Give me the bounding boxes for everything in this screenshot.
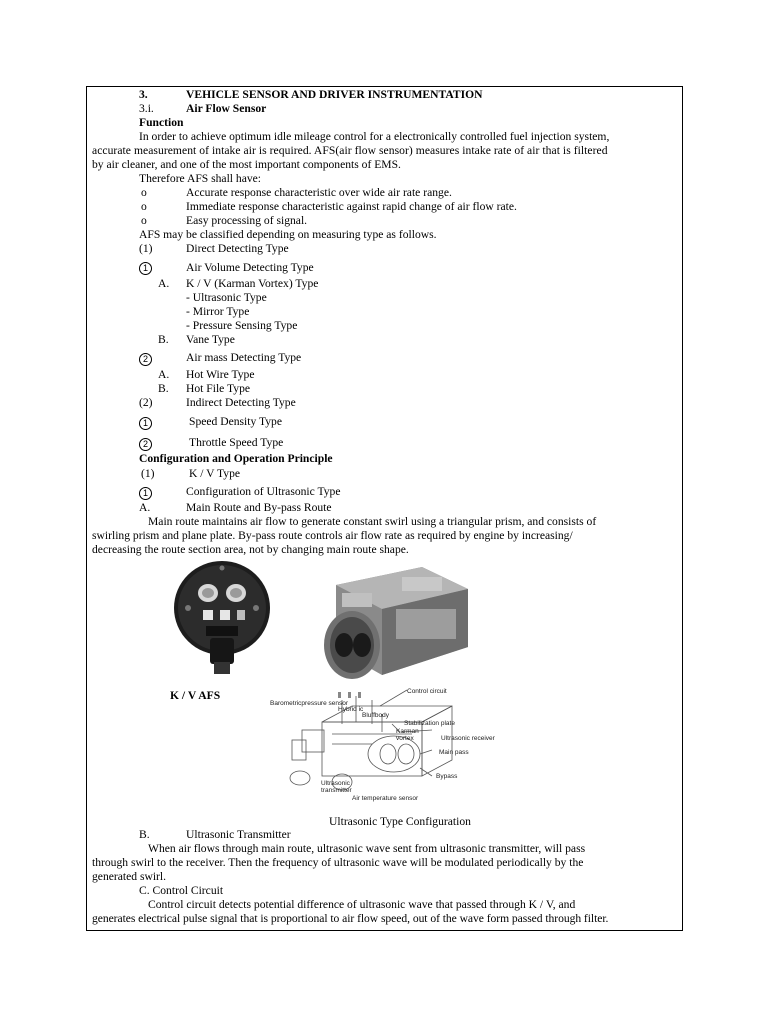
- circled-number: [139, 352, 152, 366]
- bullet-mark: o: [141, 186, 147, 199]
- circled-number-badge: 1: [139, 487, 152, 500]
- subsection-number: 3.i.: [139, 102, 154, 115]
- bullet-text: Easy processing of signal.: [186, 214, 308, 227]
- hot-wire-label: Hot Wire Type: [186, 368, 255, 381]
- circled-number-badge: 2: [139, 438, 152, 451]
- bullet-text: Accurate response characteristic over wide air rate range.: [186, 186, 452, 199]
- figure-label: Air temperature sensor: [352, 795, 419, 802]
- intro-line-1: In order to achieve optimum idle mileage control for a electronically controlled fuel injection system,: [139, 130, 610, 143]
- transmitter-text-1: When air flows through main route, ultrasonic wave sent from ultrasonic transmitter, will pass: [148, 842, 586, 855]
- kv-label: K / V (Karman Vortex) Type: [186, 277, 319, 290]
- control-circuit-label: C. Control Circuit: [139, 884, 224, 897]
- config-ultra-label: Configuration of Ultrasonic Type: [186, 485, 341, 498]
- section-title: VEHICLE SENSOR AND DRIVER INSTRUMENTATION: [186, 88, 483, 101]
- vane-label: Vane Type: [186, 333, 235, 346]
- hot-wire-num: A.: [158, 368, 170, 381]
- hot-file-label: Hot File Type: [186, 382, 251, 395]
- figure-label: Karman vortex: [396, 728, 419, 742]
- kv-sub: - Pressure Sensing Type: [186, 319, 298, 332]
- kv-afs-round-sensor-image: [170, 560, 274, 678]
- main-route-text-1: Main route maintains air flow to generate constant swirl using a triangular prism, and consists of: [148, 515, 597, 528]
- subsection-title: Air Flow Sensor: [186, 102, 267, 115]
- bullet-mark: o: [141, 200, 147, 213]
- circled-number: [139, 416, 152, 430]
- kv-type-label: K / V Type: [189, 467, 241, 480]
- figure-label: Hybrid ic: [338, 706, 364, 713]
- main-route-label: Main Route and By-pass Route: [186, 501, 332, 514]
- control-text-2: generates electrical pulse signal that is proportional to air flow speed, out of the wave form passed through filter.: [92, 912, 609, 925]
- indirect-label: Indirect Detecting Type: [186, 396, 296, 409]
- main-route-text-3: decreasing the route section area, not by changing main route shape.: [92, 543, 409, 556]
- air-mass-label: Air mass Detecting Type: [186, 351, 302, 364]
- bullet-text: Immediate response characteristic against rapid change of air flow rate.: [186, 200, 517, 213]
- circled-number-badge: 1: [139, 417, 152, 430]
- main-route-num: A.: [139, 501, 151, 514]
- direct-num: (1): [139, 242, 153, 255]
- circled-number: [139, 261, 152, 275]
- bullet-mark: o: [141, 214, 147, 227]
- section-number: 3.: [139, 88, 148, 101]
- figure-label: Bypass: [436, 773, 458, 780]
- intro-line-3: by air cleaner, and one of the most important components of EMS.: [92, 158, 401, 171]
- transmitter-num: B.: [139, 828, 150, 841]
- circled-number-badge: 2: [139, 353, 152, 366]
- throttle-speed-label: Throttle Speed Type: [189, 436, 284, 449]
- hot-file-num: B.: [158, 382, 169, 395]
- circled-number: [139, 486, 152, 500]
- kv-num: A.: [158, 277, 170, 290]
- kv-sub: - Ultrasonic Type: [186, 291, 267, 304]
- vane-num: B.: [158, 333, 169, 346]
- transmitter-text-2: through swirl to the receiver. Then the frequency of ultrasonic wave will be modulated periodically by the: [92, 856, 584, 869]
- figure-label: Stabilization plate: [404, 720, 455, 727]
- figure-label: Main pass: [439, 749, 469, 756]
- config-heading: Configuration and Operation Principle: [139, 452, 333, 465]
- shall-have: Therefore AFS shall have:: [139, 172, 262, 185]
- figure-label: Barometricpressure sensor: [270, 700, 349, 707]
- transmitter-text-3: generated swirl.: [92, 870, 167, 883]
- kv-sub: - Mirror Type: [186, 305, 250, 318]
- indirect-num: (2): [139, 396, 153, 409]
- figure-caption: Ultrasonic Type Configuration: [329, 815, 471, 828]
- speed-density-label: Speed Density Type: [189, 415, 282, 428]
- function-heading: Function: [139, 116, 184, 129]
- kv-afs-label: K / V AFS: [170, 689, 221, 702]
- kv-type-num: (1): [141, 467, 155, 480]
- figure-label: Ultrasonic transmitter: [321, 780, 352, 794]
- air-volume-label: Air Volume Detecting Type: [186, 261, 314, 274]
- figure-label: Bluffbody: [362, 712, 389, 719]
- figure-label: Ultrasonic receiver: [441, 735, 495, 742]
- circled-number: [139, 437, 152, 451]
- transmitter-label: Ultrasonic Transmitter: [186, 828, 291, 841]
- kv-afs-body-image: [322, 565, 470, 687]
- circled-number-badge: 1: [139, 262, 152, 275]
- direct-label: Direct Detecting Type: [186, 242, 289, 255]
- figure-label: Control circuit: [407, 688, 447, 695]
- intro-line-2: accurate measurement of intake air is required. AFS(air flow sensor) measures intake rate of air that is filtered: [92, 144, 608, 157]
- control-text-1: Control circuit detects potential difference of ultrasonic wave that passed through K / V, and: [148, 898, 576, 911]
- classified-text: AFS may be classified depending on measuring type as follows.: [139, 228, 437, 241]
- main-route-text-2: swirling prism and plane plate. By-pass route controls air flow rate as required by engine by increasing/: [92, 529, 573, 542]
